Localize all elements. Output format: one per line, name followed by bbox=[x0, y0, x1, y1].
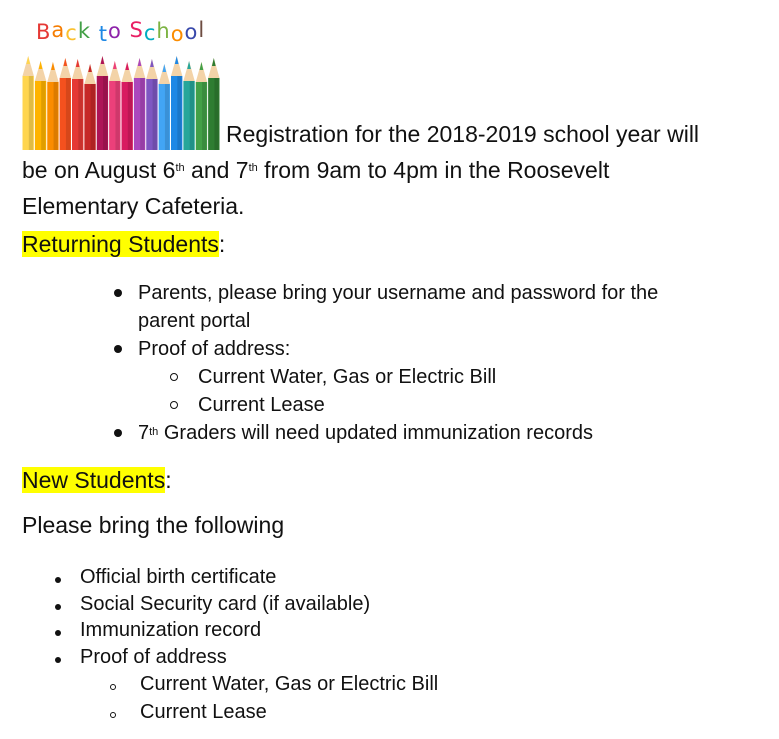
banner-letter: S bbox=[129, 18, 144, 42]
list-item-text: Proof of address bbox=[80, 645, 227, 668]
new-students-colon: : bbox=[165, 467, 172, 493]
banner-letter: h bbox=[156, 19, 171, 43]
intro-time-location: from 9am to 4pm in the Roosevelt bbox=[257, 157, 610, 183]
returning-students-heading bbox=[22, 229, 225, 259]
bullet-icon bbox=[55, 604, 61, 610]
list-item-text: Parents, please bring your username and password for the bbox=[138, 282, 659, 304]
list-item bbox=[80, 564, 680, 591]
list-item-text: Immunization record bbox=[80, 619, 262, 641]
banner-letter: t bbox=[98, 22, 108, 46]
intro-line-1: Registration for the 2018-2019 school year will bbox=[226, 121, 700, 147]
banner-letter: o bbox=[170, 22, 185, 46]
intro-sup-1: th bbox=[175, 162, 185, 174]
sub-list-item-text: Current Water, Gas or Electric Bill bbox=[198, 366, 497, 388]
list-item-text: Graders will need updated immunization records bbox=[158, 422, 593, 444]
list-item bbox=[138, 279, 758, 335]
banner-letter: l bbox=[198, 18, 206, 42]
new-students-highlight: New Students bbox=[22, 467, 166, 493]
sub-list-item bbox=[138, 363, 758, 391]
sub-list-item-text: Current Lease bbox=[198, 394, 325, 416]
list-item-text-continued: parent portal bbox=[138, 310, 251, 332]
intro-date-b: and 7 bbox=[184, 157, 249, 183]
new-students-list bbox=[80, 564, 680, 726]
banner-letter: k bbox=[77, 19, 92, 43]
returning-colon: : bbox=[218, 231, 226, 257]
hollow-bullet-icon bbox=[170, 401, 178, 409]
banner-letter: o bbox=[184, 20, 199, 44]
banner-letter: c bbox=[143, 21, 157, 45]
banner-letter bbox=[122, 20, 130, 44]
bullet-icon bbox=[55, 577, 61, 583]
sub-list-item bbox=[80, 698, 680, 726]
banner-letter bbox=[91, 20, 99, 44]
banner-letter: B bbox=[36, 20, 52, 44]
list-item bbox=[80, 617, 680, 644]
list-item bbox=[138, 419, 758, 447]
registration-paragraph bbox=[22, 116, 772, 224]
grade-number: 7 bbox=[138, 422, 150, 444]
bring-following-text: Please bring the following bbox=[22, 512, 285, 538]
hollow-bullet-icon bbox=[110, 712, 116, 718]
banner-title-lettering bbox=[36, 20, 226, 50]
list-item-text: Social Security card (if available) bbox=[80, 592, 371, 615]
hollow-bullet-icon bbox=[170, 373, 178, 381]
sub-list-item-text: Current Water, Gas or Electric Bill bbox=[140, 673, 439, 695]
banner-letter: a bbox=[51, 18, 66, 42]
returning-students-list bbox=[138, 279, 758, 447]
new-students-heading bbox=[22, 465, 172, 495]
list-item bbox=[80, 644, 680, 671]
banner-letter: o bbox=[107, 19, 122, 43]
returning-students-highlight: Returning Students bbox=[22, 231, 219, 257]
sub-list-item-text: Current Lease bbox=[140, 701, 267, 723]
bullet-icon bbox=[55, 657, 61, 663]
list-item bbox=[138, 335, 758, 363]
list-item-text: Proof of address: bbox=[138, 338, 291, 360]
sub-list-item bbox=[138, 391, 758, 419]
intro-sup-2: th bbox=[248, 162, 258, 174]
bullet-icon bbox=[114, 429, 122, 437]
list-item bbox=[80, 591, 680, 618]
intro-line-3: Elementary Cafeteria. bbox=[22, 193, 245, 219]
bullet-icon bbox=[55, 630, 61, 636]
banner-letter: c bbox=[65, 21, 78, 45]
list-item-text: Official birth certificate bbox=[80, 566, 277, 588]
bullet-icon bbox=[114, 345, 122, 353]
intro-date-a: be on August 6 bbox=[22, 157, 176, 183]
intro-line-2 bbox=[22, 157, 609, 183]
bullet-icon bbox=[114, 289, 122, 297]
hollow-bullet-icon bbox=[110, 684, 116, 690]
sub-list-item bbox=[80, 670, 680, 698]
grade-sup: th bbox=[149, 426, 159, 438]
